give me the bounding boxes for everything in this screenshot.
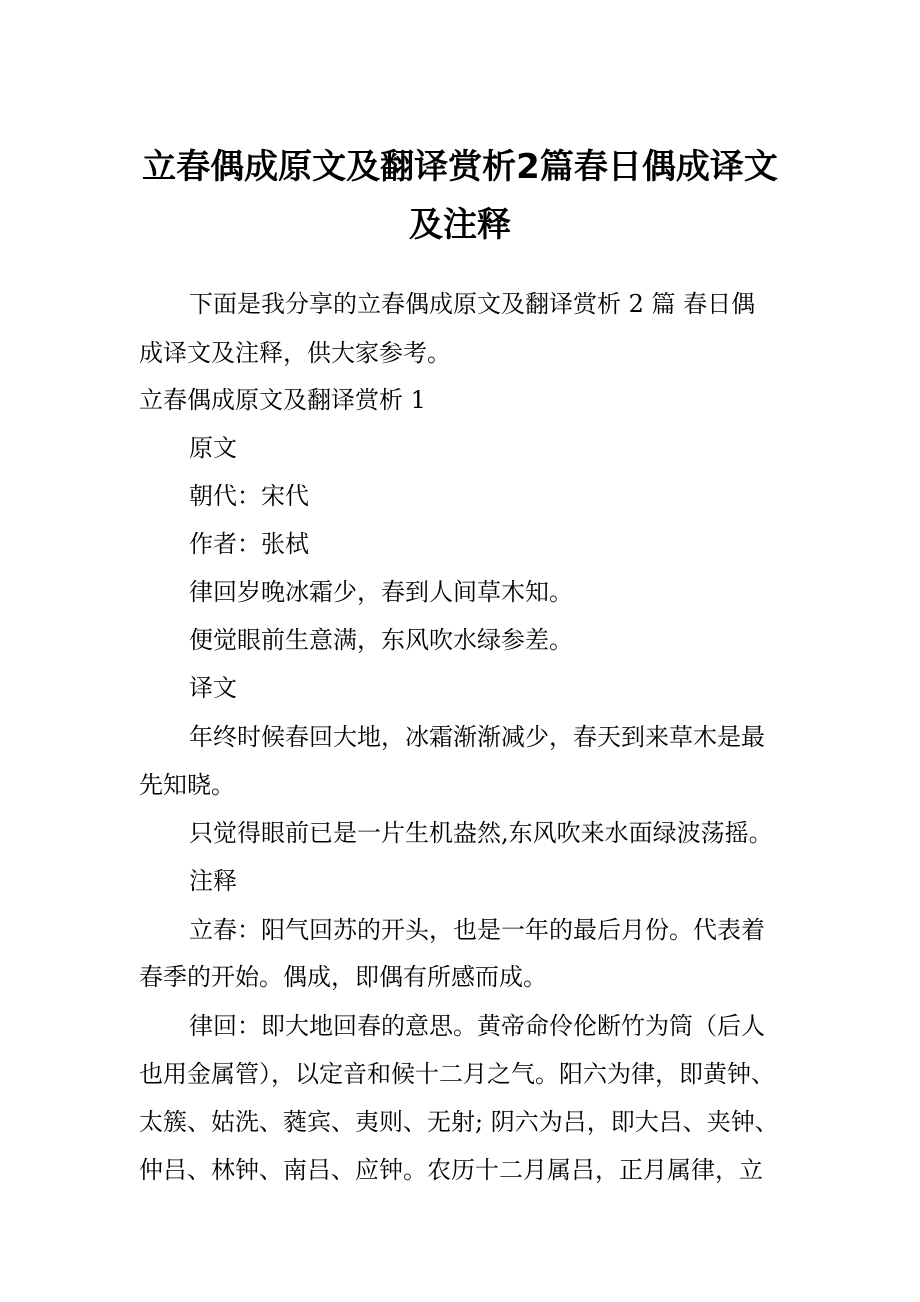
dynasty-line: 朝代：宋代 xyxy=(189,482,309,510)
original-label: 原文 xyxy=(189,434,237,462)
intro-paragraph-line-1: 下面是我分享的立春偶成原文及翻译赏析 2 篇 春日偶 xyxy=(189,290,756,318)
document-title-line-2: 及注释 xyxy=(409,205,511,245)
translation-paragraph-2: 只觉得眼前已是一片生机盎然,东风吹来水面绿波荡摇。 xyxy=(189,819,773,847)
author-line: 作者：张栻 xyxy=(189,530,309,558)
poem-line-1: 律回岁晚冰霜少，春到人间草木知。 xyxy=(189,578,573,606)
section-heading: 立春偶成原文及翻译赏析 1 xyxy=(139,386,426,414)
note-1-line-2: 春季的开始。偶成，即偶有所感而成。 xyxy=(139,963,547,991)
translation-label: 译文 xyxy=(189,674,237,702)
note-2-line-3: 太簇、姑洗、蕤宾、夷则、无射; 阴六为吕，即大吕、夹钟、 xyxy=(139,1108,779,1136)
note-2-line-1: 律回：即大地回春的意思。黄帝命伶伦断竹为筒（后人 xyxy=(189,1012,765,1040)
translation-paragraph-1-line-1: 年终时候春回大地，冰霜渐渐减少，春天到来草木是最 xyxy=(189,723,765,751)
document-title-line-1: 立春偶成原文及翻译赏析2篇春日偶成译文 xyxy=(142,147,778,187)
poem-line-2: 便觉眼前生意满，东风吹水绿参差。 xyxy=(189,626,573,654)
note-2-line-2: 也用金属管），以定音和候十二月之气。阳六为律，即黄钟、 xyxy=(139,1060,775,1088)
note-1-line-1: 立春：阳气回苏的开头，也是一年的最后月份。代表着 xyxy=(189,916,765,944)
notes-label: 注释 xyxy=(189,867,237,895)
note-2-line-4: 仲吕、林钟、南吕、应钟。农历十二月属吕，正月属律，立 xyxy=(139,1156,763,1184)
translation-paragraph-1-line-2: 先知晓。 xyxy=(139,771,235,799)
intro-paragraph-line-2: 成译文及注释，供大家参考。 xyxy=(139,339,451,367)
